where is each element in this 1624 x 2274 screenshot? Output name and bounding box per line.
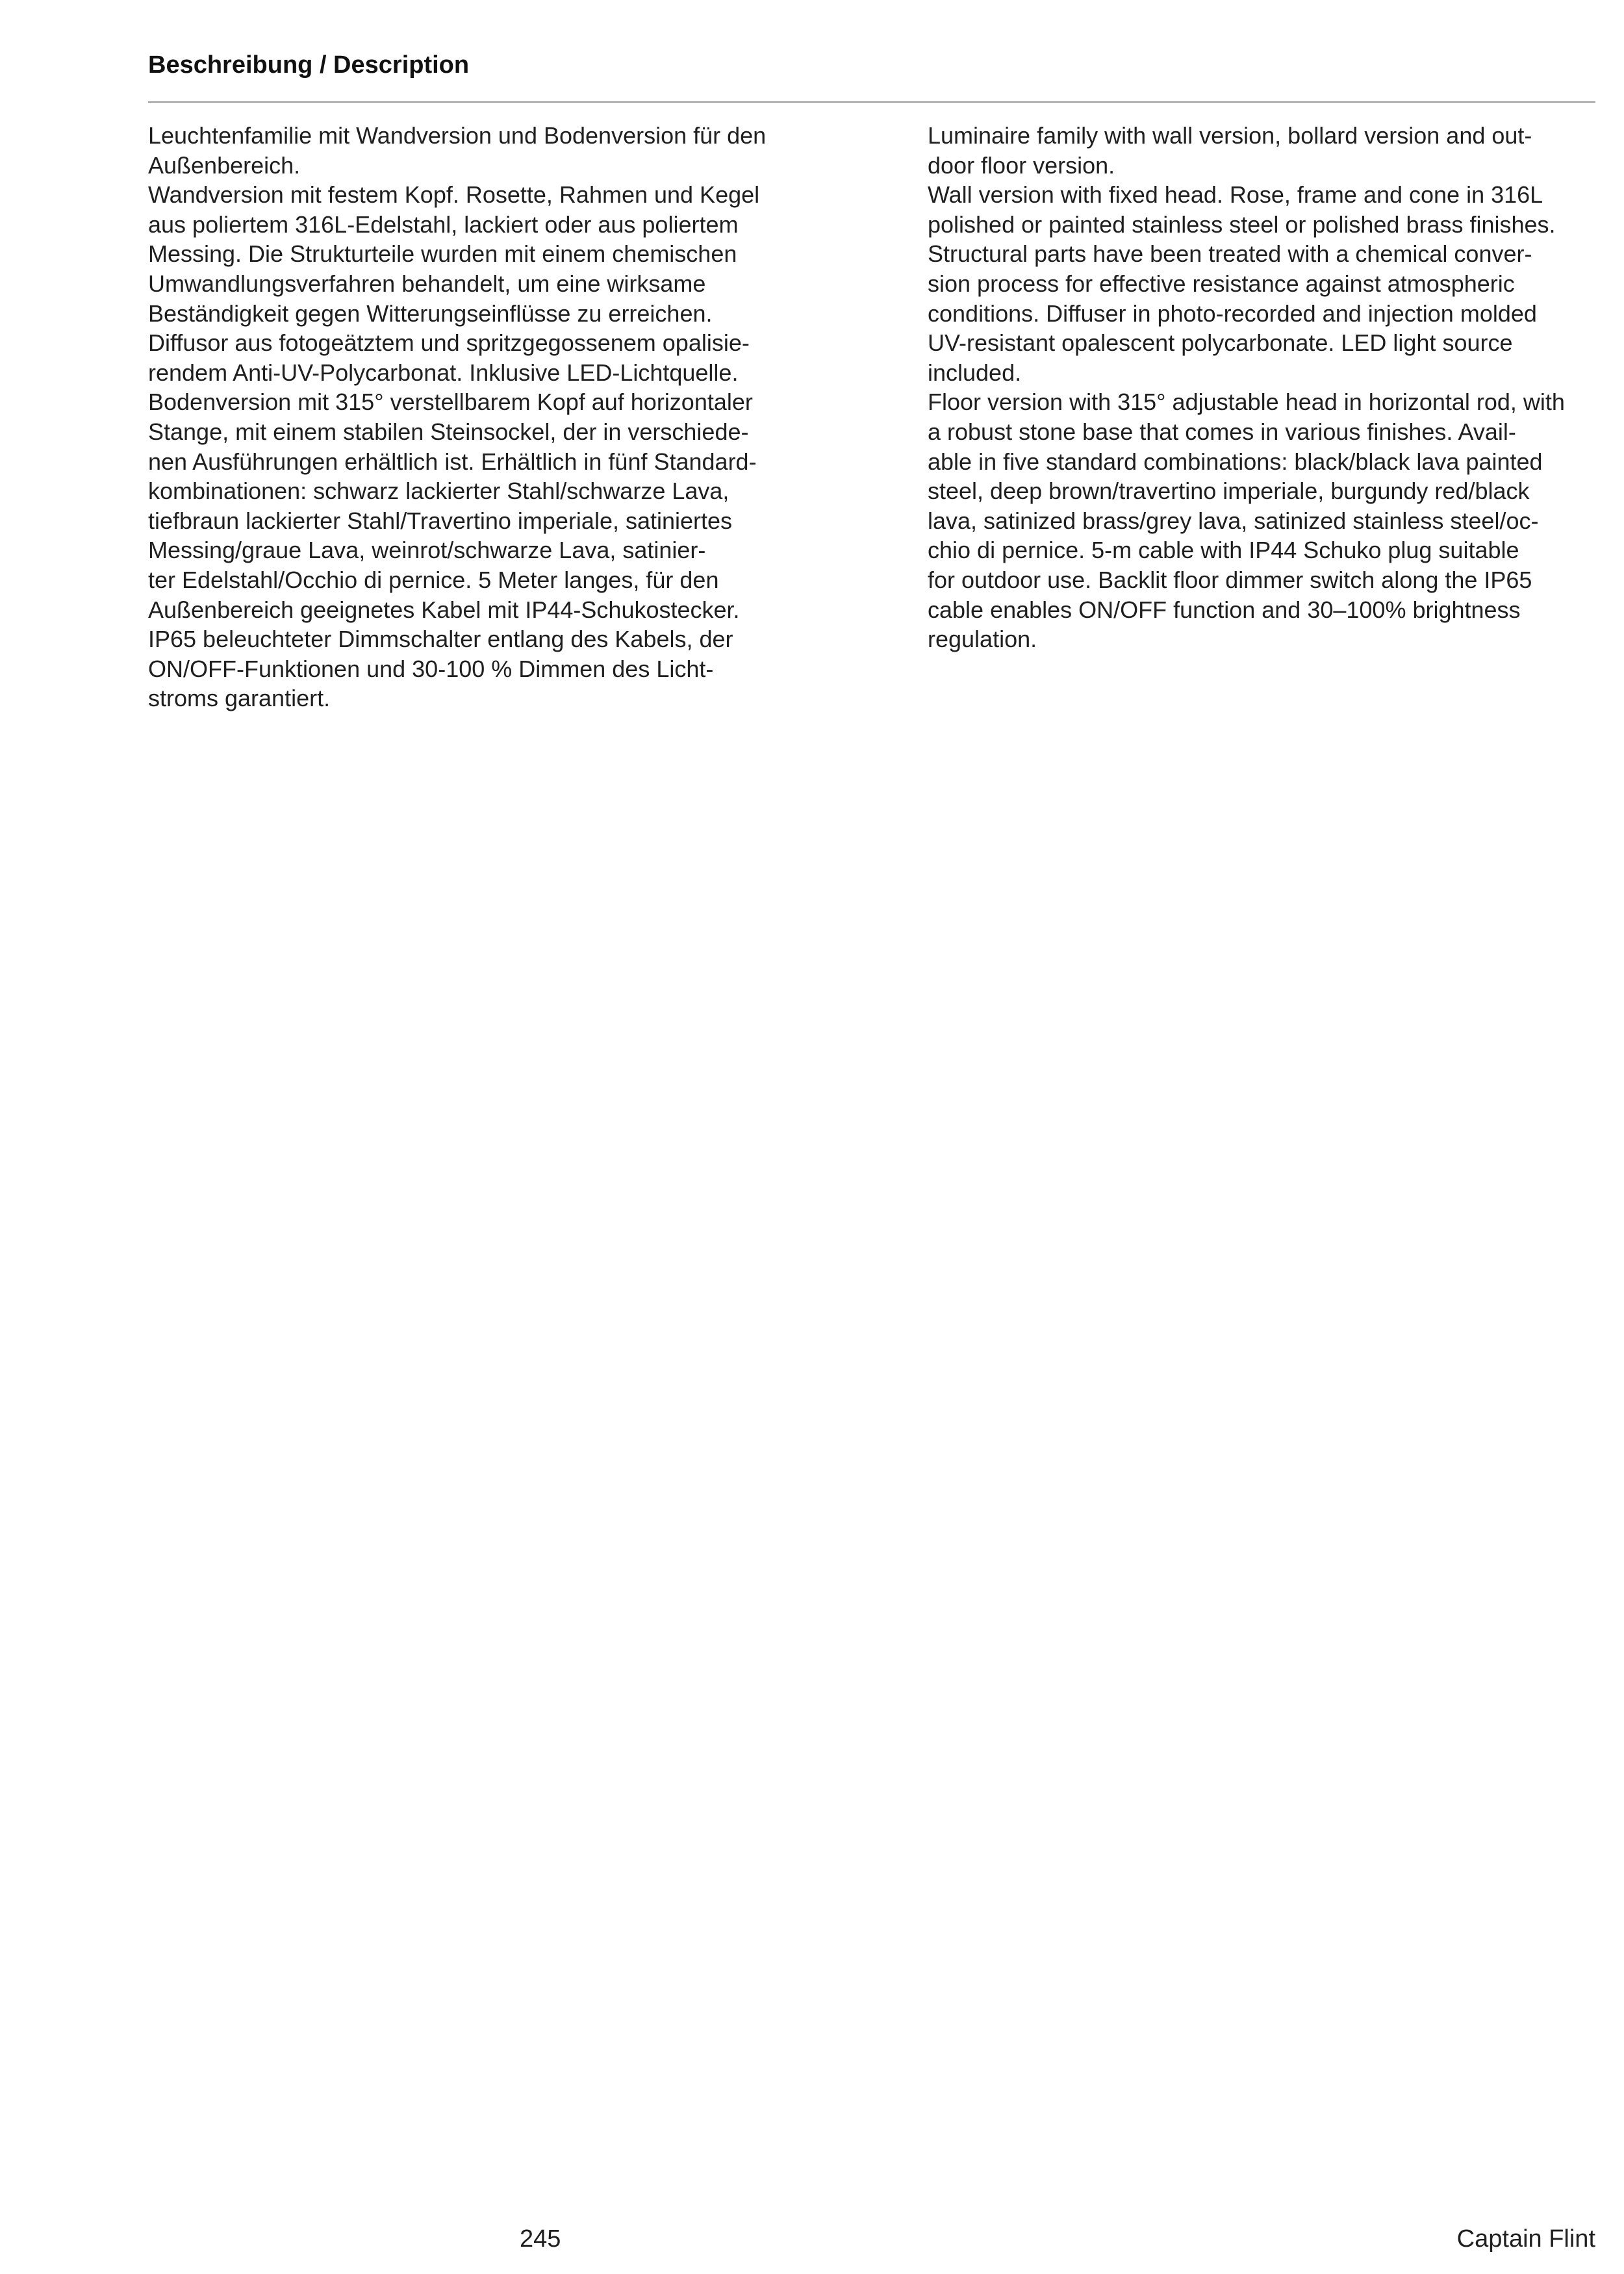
text-line: aus poliertem 316L-Edelstahl, lackiert oder aus poliertem [148,211,739,238]
text-line: stroms garantiert. [148,685,331,712]
text-line: Messing/graue Lava, weinrot/schwarze Lava, satinier- [148,537,706,564]
text-line: steel, deep brown/travertino imperiale, burgundy red/black [928,478,1530,505]
text-line: for outdoor use. Backlit floor dimmer switch along the IP65 [928,566,1532,593]
header-divider [148,101,1595,103]
text-line: Luminaire family with wall version, bollard version and out- [928,122,1532,149]
text-line: rendem Anti-UV-Polycarbonat. Inklusive LED-Lichtquelle. [148,359,739,386]
text-line: Messing. Die Strukturteile wurden mit einem chemischen [148,240,737,268]
description-german [148,121,837,713]
text-line: lava, satinized brass/grey lava, satinized stainless steel/oc- [928,507,1539,534]
text-line: Beständigkeit gegen Witterungseinflüsse zu erreichen. [148,300,713,327]
text-line: chio di pernice. 5-m cable with IP44 Schuko plug suitable [928,537,1519,564]
text-line: IP65 beleuchteter Dimmschalter entlang des Kabels, der [148,626,733,653]
text-line: door floor version. [928,151,1115,179]
text-line: a robust stone base that comes in various finishes. Avail- [928,418,1516,445]
page-number: 245 [520,2225,561,2253]
text-line: Wall version with fixed head. Rose, frame and cone in 316L [928,181,1543,209]
text-line: Außenbereich. [148,151,301,179]
page-title: Beschreibung / Description [148,51,470,79]
text-line: cable enables ON/OFF function and 30–100% brightness [928,596,1521,623]
description-english [928,121,1603,654]
text-line: Diffusor aus fotogeätztem und spritzgegossenem opalisie- [148,329,750,357]
text-line: ON/OFF-Funktionen und 30-100 % Dimmen des Licht- [148,655,714,682]
text-line: regulation. [928,626,1037,653]
text-line: sion process for effective resistance against atmospheric [928,270,1515,297]
text-line: Außenbereich geeignetes Kabel mit IP44-Schukostecker. [148,596,740,623]
text-line: conditions. Diffuser in photo-recorded and injection molded [928,300,1537,327]
product-name: Captain Flint [1456,2225,1595,2253]
text-line: Wandversion mit festem Kopf. Rosette, Rahmen und Kegel [148,181,760,209]
text-line: Structural parts have been treated with a chemical conver- [928,240,1532,268]
text-line: included. [928,359,1022,386]
text-line: polished or painted stainless steel or polished brass finishes. [928,211,1556,238]
text-line: Umwandlungsverfahren behandelt, um eine wirksame [148,270,706,297]
text-line: able in five standard combinations: black/black lava painted [928,448,1543,475]
text-line: Floor version with 315° adjustable head in horizontal rod, with [928,389,1565,416]
text-line: Leuchtenfamilie mit Wandversion und Bodenversion für den [148,122,767,149]
text-line: tiefbraun lackierter Stahl/Travertino imperiale, satiniertes [148,507,733,534]
text-line: UV-resistant opalescent polycarbonate. LED light source [928,329,1513,357]
text-line: Bodenversion mit 315° verstellbarem Kopf auf horizontaler [148,389,753,416]
text-line: nen Ausführungen erhältlich ist. Erhältlich in fünf Standard- [148,448,757,475]
text-line: kombinationen: schwarz lackierter Stahl/schwarze Lava, [148,478,730,505]
text-line: ter Edelstahl/Occhio di pernice. 5 Meter langes, für den [148,566,719,593]
text-line: Stange, mit einem stabilen Steinsockel, der in verschiede- [148,418,749,445]
